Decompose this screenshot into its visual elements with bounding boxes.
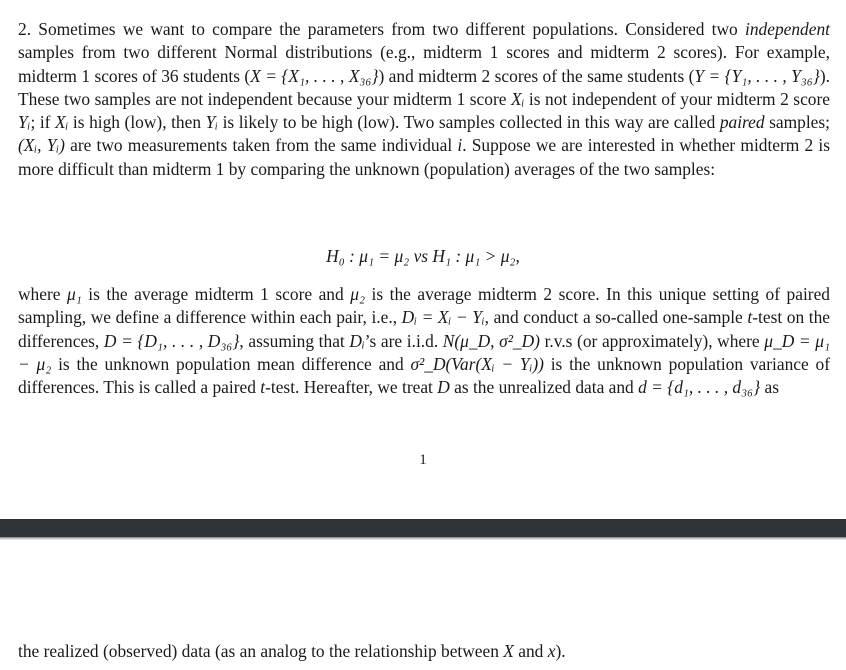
- page-break-shadow: [0, 537, 846, 540]
- continuation-line: the realized (observed) data (as an analog to the relationship between X and x).: [18, 641, 566, 661]
- math-x-set: X = {X₁, . . . , X₃₆}: [250, 65, 379, 86]
- paragraph-2: where μ₁ is the average midterm 1 score and μ₂ is the average midterm 2 score. In this unique setting of paired sampling, we define a difference within each pair, i.e., Dᵢ = Xᵢ − Yᵢ, and conduct a so-called one-sample t-test on the differences, D = {D₁, . . . , D₃₆}, assuming that Dᵢ’s are i.i.d. N(μ_D, σ²_D) r.v.s (or approximately), where μ_D = μ₁ − μ₂ is the unknown population mean difference and σ²_D(Var(Xᵢ − Yᵢ)) is the unknown population variance of differences. This is called a paired t-test. Hereafter, we treat D as the unrealized data and d = {d₁, . . . , d₃₆} as: [18, 284, 831, 398]
- math-y-set: Y = {Y₁, . . . , Y₃₆}: [694, 65, 820, 86]
- paragraph-1: 2. Sometimes we want to compare the parameters from two different populations. Considered two independent samples from two different Normal distributions (e.g., midterm 1 scores and midterm 2 scores). For example, midterm 1 scores of 36 students (X = {X₁, . . . , X₃₆}) and midterm 2 scores of the same students (Y = {Y₁, . . . , Y₃₆}). These two samples are not independent because your midterm 1 score Xᵢ is not independent of your midterm 2 score Yᵢ; if Xᵢ is high (low), then Yᵢ is likely to be high (low). Two samples collected in this way are called paired samples; (Xᵢ, Yᵢ) are two measurements taken from the same individual i. Suppose we are interested in whether midterm 2 is more difficult than midterm 1 by comparing the unknown (population) averages of the two samples:: [18, 19, 831, 179]
- page-number: 1: [419, 452, 427, 468]
- hypothesis-equation: H₀ : μ₁ = μ₂ vs H₁ : μ₁ > μ₂,: [326, 246, 520, 266]
- page-break-divider: [0, 519, 846, 537]
